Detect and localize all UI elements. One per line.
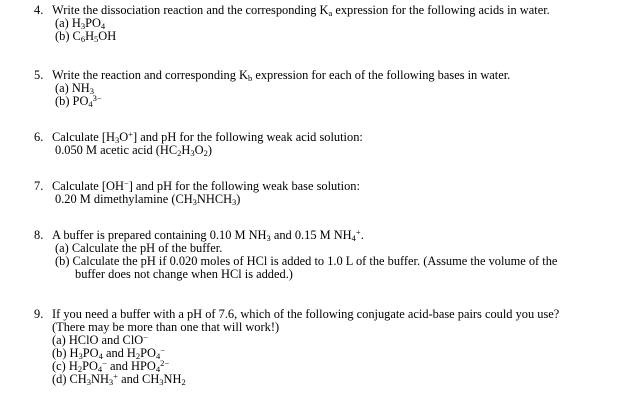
question-9 bbox=[34, 307, 636, 387]
part-a: (a) Calculate the pH of the buffer. bbox=[55, 241, 223, 255]
question-text: Calculate [OH−] and pH for the following weak base solution: bbox=[52, 178, 360, 193]
option-c: (c) $H_2PO_4^-$ and $HPO_4^{2-}$ bbox=[52, 358, 170, 374]
solution-line: 0.050 M acetic acid $(HC_2H_3O_2)$ bbox=[55, 143, 212, 158]
part-a: (a) $H_3PO_4$ bbox=[55, 16, 106, 31]
question-text: Calculate $[H_3O^+]$ and pH for the following weak acid solution: bbox=[52, 129, 363, 145]
question-number: 8. bbox=[34, 228, 44, 242]
question-number: 6. bbox=[34, 130, 44, 144]
part-b: (b) Calculate the pH if 0.020 moles of HCl is added to 1.0 L of the buffer. (Assume the volume of the bbox=[55, 254, 558, 268]
question-text: A buffer is prepared containing 0.10 M $NH_3$ and 0.15 M $NH_4^+$. bbox=[52, 227, 364, 243]
question-7 bbox=[34, 178, 636, 207]
question-text: Write the reaction and corresponding $K_b$ expression for each of the following bases in water. bbox=[52, 68, 511, 83]
option-a: (a) HClO and ClO− bbox=[52, 332, 149, 347]
question-8 bbox=[34, 227, 636, 281]
option-d: (d) $CH_3NH_3^+$ and $CH_3NH_2$ bbox=[52, 371, 186, 387]
question-5 bbox=[34, 68, 636, 109]
question-6 bbox=[34, 129, 636, 158]
question-number: 7. bbox=[34, 179, 44, 193]
question-text: If you need a buffer with a pH of 7.6, which of the following conjugate acid-base pairs could you use? bbox=[52, 307, 560, 321]
option-b: (b) $H_3PO_4$ and $H_2PO_4^-$ bbox=[52, 345, 166, 361]
question-note: (There may be more than one that will work!) bbox=[52, 320, 280, 334]
question-number: 5. bbox=[34, 68, 44, 82]
question-number: 9. bbox=[34, 307, 44, 321]
question-number: 4. bbox=[34, 3, 44, 17]
part-b: (b) $PO_4^{3-}$ bbox=[55, 93, 102, 109]
part-b: (b) $C_6H_5OH$ bbox=[55, 29, 117, 44]
question-4 bbox=[34, 3, 636, 44]
part-a: (a) $NH_3$ bbox=[55, 81, 95, 96]
part-b-continued: buffer does not change when HCl is added.) bbox=[75, 267, 293, 281]
question-text: Write the dissociation reaction and the corresponding $K_a$ expression for the following acids in water. bbox=[52, 3, 550, 18]
solution-line: 0.20 M dimethylamine $(CH_3NHCH_3)$ bbox=[55, 192, 241, 207]
